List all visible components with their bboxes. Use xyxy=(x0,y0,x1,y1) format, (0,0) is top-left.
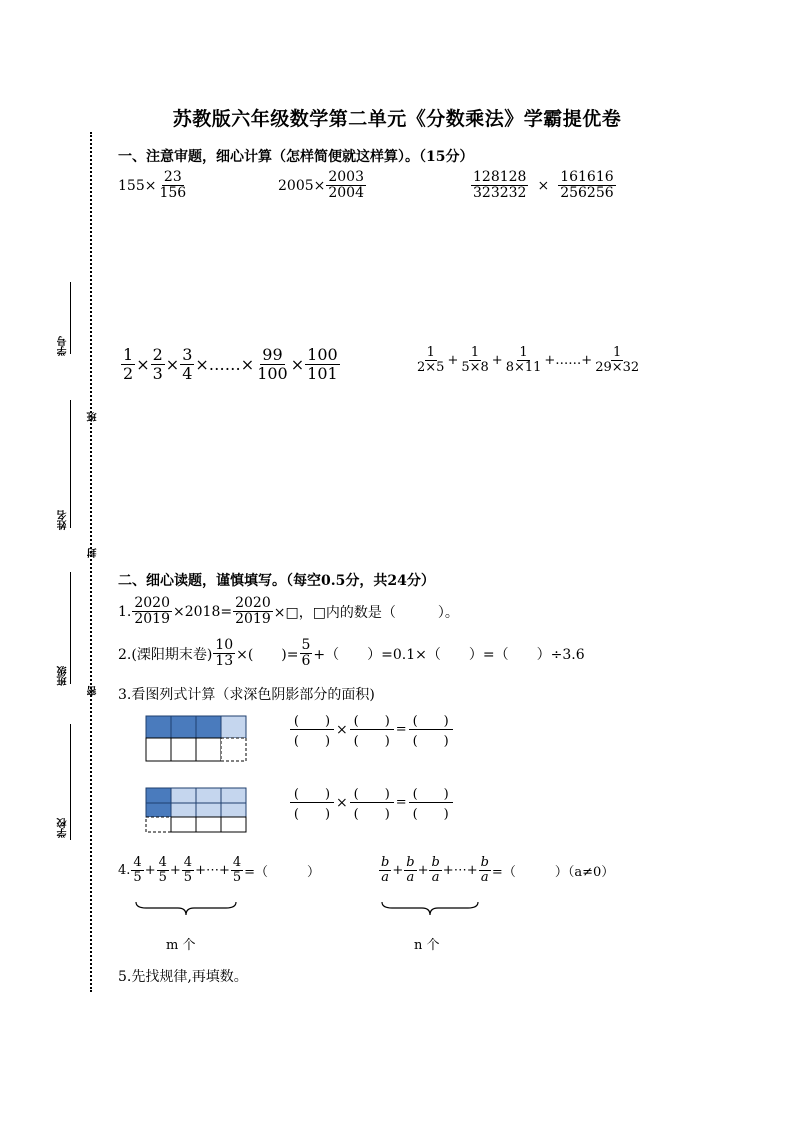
p3-den2: 256256 xyxy=(560,185,614,202)
p4-n3: 3 xyxy=(182,345,193,364)
p4-dots: ×……× xyxy=(195,354,255,374)
p4-n2: 2 xyxy=(152,345,163,364)
p5-d4: 29×32 xyxy=(595,360,640,376)
q4b-dots: +⋯+ xyxy=(442,863,478,879)
q4b-n1: b xyxy=(381,855,390,870)
q4-pre: 4. xyxy=(118,863,131,879)
fig2-empty-2 xyxy=(171,817,196,832)
q2-mid: ×( )= xyxy=(236,646,299,663)
p2-num: 2003 xyxy=(328,169,364,185)
fig1-light-1 xyxy=(221,716,246,738)
p5-n1: 1 xyxy=(426,345,435,360)
s2-question-2 xyxy=(118,638,585,670)
s1-problem-3 xyxy=(470,170,617,202)
q4-n4: 4 xyxy=(232,855,242,870)
p5-plus1: + xyxy=(447,353,459,369)
p1-num: 23 xyxy=(163,169,182,185)
p4-x3: × xyxy=(290,354,305,374)
q4-n2: 4 xyxy=(158,855,167,870)
q4-plus1: + xyxy=(144,863,156,879)
xingming-line xyxy=(70,400,71,528)
q4b-d4: a xyxy=(480,870,489,886)
s1-problem-5 xyxy=(414,346,642,376)
fig2-light-3 xyxy=(221,788,246,803)
q3-figure-2 xyxy=(145,786,249,836)
p5-n2: 1 xyxy=(470,345,480,360)
q4-brace-m xyxy=(134,900,238,918)
q4-d4: 5 xyxy=(232,870,242,886)
fig2-empty-1 xyxy=(146,817,171,832)
p5-d1: 2×5 xyxy=(417,360,445,376)
s1-problem-1 xyxy=(118,170,189,202)
q3-text: 3.看图列式计算（求深色阴影部分的面积) xyxy=(118,687,375,703)
section2-heading: 二、细心读题，谨慎填写。（每空0.5分，共24分） xyxy=(118,573,435,589)
q3r1-d3[interactable]: ( ) xyxy=(412,734,449,749)
q3r2-d2[interactable]: ( ) xyxy=(353,807,390,822)
q4b-d2: a xyxy=(406,870,415,886)
q4b-eq: =（ ）（a≠0） xyxy=(491,865,615,881)
q4-eq: =（ ） xyxy=(244,865,321,881)
q3r2-d3[interactable]: ( ) xyxy=(412,807,449,822)
fig2-light-4 xyxy=(171,803,196,817)
q3r2-d1[interactable]: ( ) xyxy=(293,807,331,822)
q4-dots: +⋯+ xyxy=(195,863,230,879)
q4b-n4: b xyxy=(480,855,489,870)
fig1-dark-1 xyxy=(146,716,171,738)
q4-n1: 4 xyxy=(133,855,142,870)
q3r2-eq: = xyxy=(395,795,407,810)
q3r2-n2[interactable]: ( ) xyxy=(350,783,394,803)
fig1-empty-1 xyxy=(146,738,171,761)
fig2-dark-2 xyxy=(146,803,171,817)
fig2-empty-4 xyxy=(221,817,246,832)
p5-plus2: + xyxy=(491,353,503,369)
fig1-empty-2 xyxy=(171,738,196,761)
q3-row-2 xyxy=(288,783,455,822)
p3-times: × xyxy=(537,177,550,194)
side-label-xuexiao: 学校 xyxy=(58,818,69,838)
fig2-light-6 xyxy=(221,803,246,817)
q4b-d1: a xyxy=(381,870,390,886)
q1-d2: 2019 xyxy=(235,611,271,628)
fig1-dark-3 xyxy=(196,716,221,738)
p4-n5: 100 xyxy=(307,345,338,364)
q4-n3: 4 xyxy=(183,855,193,870)
side-label-feng: 封 xyxy=(88,548,99,558)
q5-text: 5.先找规律,再填数。 xyxy=(118,969,248,985)
p1-lead: 155× xyxy=(118,177,157,194)
s1-problem-4 xyxy=(120,346,341,382)
q4-n-label: n 个 xyxy=(414,938,440,953)
fig2-light-2 xyxy=(196,788,221,803)
p4-d1: 2 xyxy=(123,363,134,383)
q3r1-n1[interactable]: ( ) xyxy=(290,710,334,730)
banji-line xyxy=(70,572,71,684)
p3-num1: 128128 xyxy=(473,169,527,185)
fig2-light-5 xyxy=(196,803,221,817)
q2-d2: 6 xyxy=(301,653,311,670)
q4b-plus1: + xyxy=(392,863,404,879)
q2-tail: +（ ）=0.1×（ ）=（ ）÷3.6 xyxy=(313,646,585,663)
q3r2-n3[interactable]: ( ) xyxy=(409,783,453,803)
q3r1-times: × xyxy=(336,721,348,738)
p4-d2: 3 xyxy=(152,363,163,383)
q1-pre: 1. xyxy=(118,603,132,620)
p5-dots: +……+ xyxy=(544,353,593,369)
q3r1-eq: = xyxy=(395,722,407,737)
p4-d5: 101 xyxy=(307,363,338,383)
q1-d1: 2019 xyxy=(134,611,170,628)
side-label-ban: 班 xyxy=(88,412,99,422)
p5-d2: 5×8 xyxy=(461,360,489,376)
q4b-plus2: + xyxy=(417,863,429,879)
p5-d3: 8×11 xyxy=(505,360,542,376)
s1-problem-2 xyxy=(278,170,367,202)
p3-den1: 323232 xyxy=(473,185,527,202)
side-label-xuehao: 学号 xyxy=(58,336,69,356)
q4-m-label: m 个 xyxy=(166,938,196,953)
q3r2-times: × xyxy=(336,794,348,811)
q1-n2: 2020 xyxy=(235,595,271,611)
fig2-empty-3 xyxy=(196,817,221,832)
q4-brace-n xyxy=(380,900,480,918)
q1-n1: 2020 xyxy=(134,595,170,611)
q4b-n3: b xyxy=(431,855,440,870)
side-label-mi: 密 xyxy=(88,686,99,696)
fig1-empty-4 xyxy=(221,738,246,761)
p5-n3: 1 xyxy=(519,345,528,360)
q1-tail: ×□，□内的数是（ ）。 xyxy=(273,604,459,621)
xuexiao-line xyxy=(70,724,71,840)
p5-n4: 1 xyxy=(613,345,622,360)
fig1-dark-2 xyxy=(171,716,196,738)
p2-den: 2004 xyxy=(328,185,364,202)
q1-mid: ×2018= xyxy=(173,603,233,620)
p3-num2: 161616 xyxy=(560,169,614,185)
section1-heading: 一、注意审题，细心计算（怎样简便就这样算）。（15分） xyxy=(118,149,474,165)
fig1-empty-3 xyxy=(196,738,221,761)
q4-d3: 5 xyxy=(183,870,193,886)
p4-n4: 99 xyxy=(262,345,283,364)
fig2-light-1 xyxy=(171,788,196,803)
q2-n2: 5 xyxy=(301,637,311,653)
xuehao-line xyxy=(70,282,71,354)
q4b-d3: a xyxy=(431,870,440,886)
page-title: 苏教版六年级数学第二单元《分数乘法》学霸提优卷 xyxy=(172,108,622,130)
s2-question-1 xyxy=(118,596,459,628)
q4-d1: 5 xyxy=(133,870,142,886)
q2-pre: 2.(溧阳期末卷) xyxy=(118,646,213,663)
p4-x1: × xyxy=(136,354,150,374)
binding-dotted-line xyxy=(90,132,92,992)
side-label-xingming: 姓名 xyxy=(58,510,69,530)
p4-d4: 100 xyxy=(257,363,288,383)
q2-d1: 13 xyxy=(215,653,234,670)
p1-den: 156 xyxy=(159,185,187,202)
q4b-n2: b xyxy=(406,855,415,870)
s2-question-4a xyxy=(118,856,320,886)
s2-question-4b xyxy=(378,856,614,886)
p4-x2: × xyxy=(165,354,180,374)
q3-figure-1 xyxy=(145,714,249,764)
p4-d3: 4 xyxy=(182,363,193,383)
q4-d2: 5 xyxy=(158,870,167,886)
p4-n1: 1 xyxy=(123,345,134,364)
fig2-dark-1 xyxy=(146,788,171,803)
q3r1-n2[interactable]: ( ) xyxy=(350,710,394,730)
q3-row-1 xyxy=(288,710,455,749)
q3r1-d2[interactable]: ( ) xyxy=(353,734,390,749)
q4-plus2: + xyxy=(169,863,181,879)
q3r2-n1[interactable]: ( ) xyxy=(290,783,334,803)
q2-n1: 10 xyxy=(215,637,234,653)
p2-lead: 2005× xyxy=(278,177,326,194)
side-label-banji: 班级 xyxy=(58,666,69,686)
q3r1-n3[interactable]: ( ) xyxy=(409,710,453,730)
q3r1-d1[interactable]: ( ) xyxy=(293,734,331,749)
